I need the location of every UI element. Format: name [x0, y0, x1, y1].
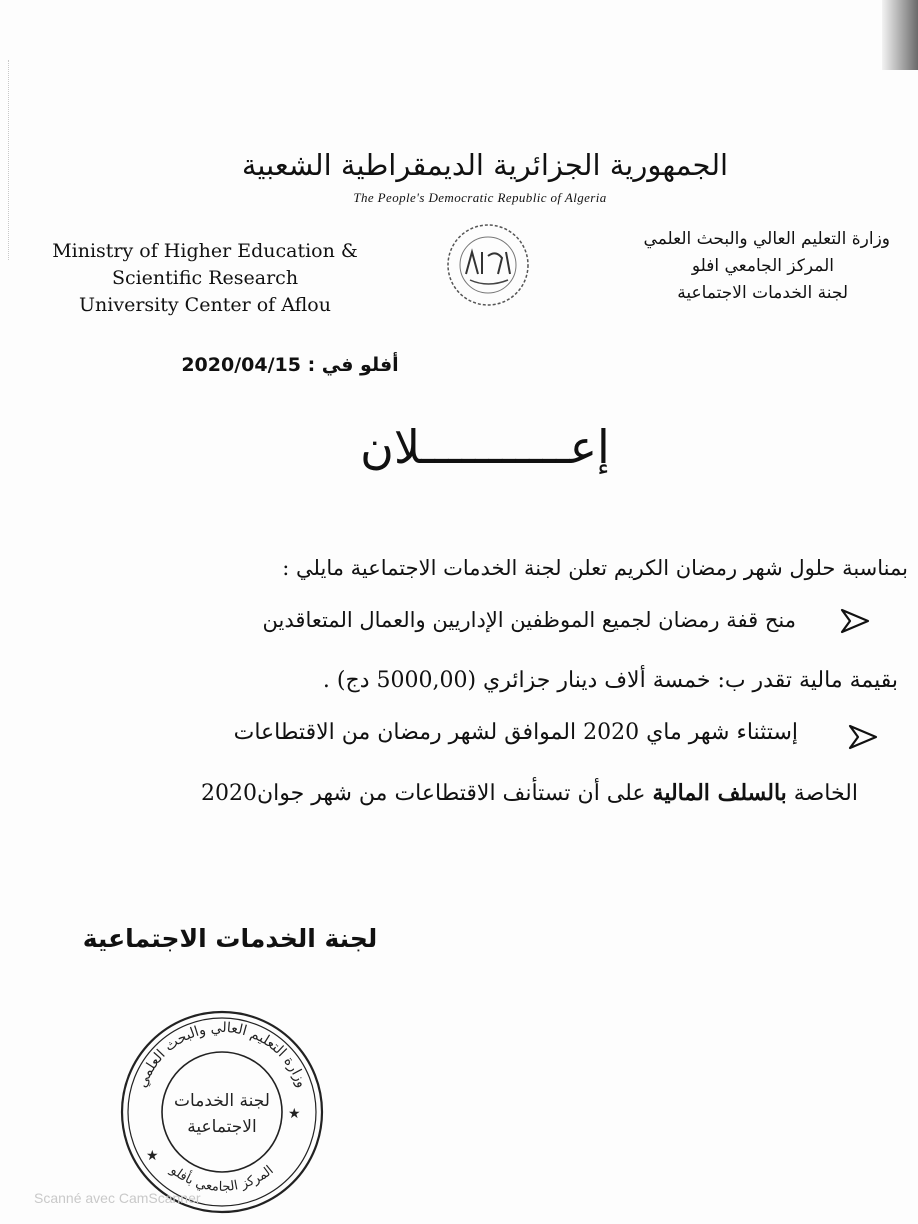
republic-name-english: The People's Democratic Republic of Algeria	[353, 190, 607, 205]
ministry-ar-line1: وزارة التعليم العالي والبحث العلمي	[643, 229, 890, 249]
bullet2-line1: إستثناء شهر ماي 2020 الموافق لشهر رمضان من الاقتطاعات	[233, 720, 798, 745]
date-line: أفلو في : 2020/04/15	[181, 354, 399, 376]
announcement-title: إعـــــــــــلان	[360, 420, 610, 474]
stamp-bottom-text: المركز الجامعي بأفلو	[167, 1162, 277, 1195]
arrow-bullet-icon	[846, 722, 880, 752]
ministry-block-arabic	[560, 226, 890, 307]
bullet2-line2	[58, 780, 858, 806]
scan-specks	[8, 60, 12, 260]
svg-text:وزارة التعليم العالي والبحث ال	[134, 1020, 310, 1090]
stamp-outer-text: وزارة التعليم العالي والبحث العلمي	[134, 1019, 310, 1090]
bullet2-line2-post: على أن تستأنف الاقتطاعات من شهر جوان2020	[201, 781, 653, 806]
scan-edge-shadow	[882, 0, 918, 70]
ministry-en-line1: Ministry of Higher Education &	[52, 240, 358, 262]
ministry-en-line2: Scientific Research	[111, 267, 299, 289]
arrow-bullet-icon	[838, 606, 872, 636]
bullet1-line2: بقيمة مالية تقدر ب: خمسة ألاف دينار جزائري (5000,00 دج) .	[322, 668, 898, 693]
ministry-en-line3: University Center of Aflou	[79, 294, 331, 316]
committee-signature: لجنة الخدمات الاجتماعية	[82, 924, 378, 953]
stamp-inner-line1: لجنة الخدمات	[174, 1091, 270, 1111]
bullet1-line1: منح قفة رمضان لجميع الموظفين الإداريين والعمال المتعاقدين	[262, 608, 796, 632]
bullet2-line2-bold: بالسلف المالية	[652, 780, 787, 806]
ministry-block-english	[40, 238, 370, 319]
stamp-star-icon: ★	[146, 1148, 159, 1164]
university-emblem-icon	[432, 222, 544, 308]
bullet2-line2-pre: الخاصة	[786, 781, 858, 806]
ministry-ar-line3: لجنة الخدمات الاجتماعية	[677, 283, 848, 303]
stamp-inner-line2: الاجتماعية	[187, 1117, 257, 1137]
official-stamp	[116, 1006, 328, 1218]
ministry-ar-line2: المركز الجامعي افلو	[691, 256, 834, 276]
stamp-star-icon: ★	[288, 1106, 301, 1122]
republic-name-arabic: الجمهورية الجزائرية الديمقراطية الشعبية	[241, 148, 729, 182]
intro-paragraph: بمناسبة حلول شهر رمضان الكريم تعلن لجنة الخدمات الاجتماعية مايلي :	[282, 556, 908, 580]
scanner-watermark: Scanné avec CamScanner	[34, 1190, 201, 1206]
